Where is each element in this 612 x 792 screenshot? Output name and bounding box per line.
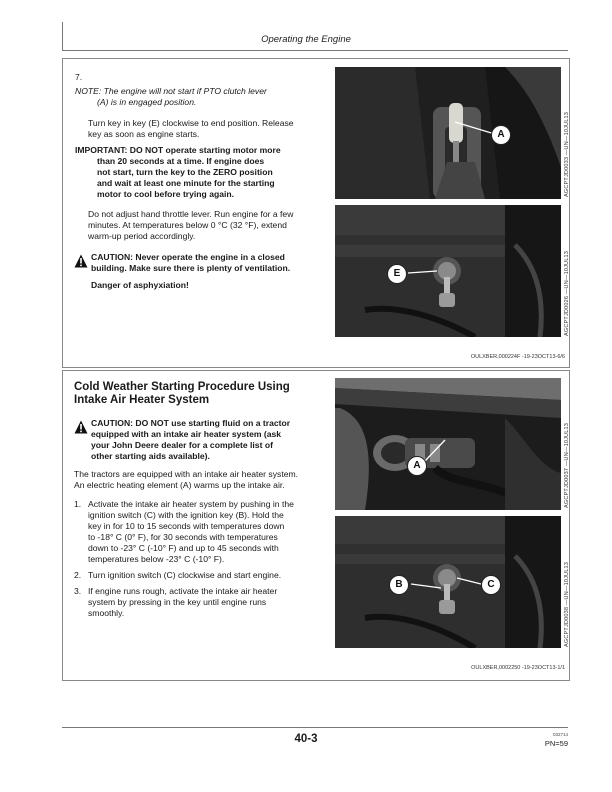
page-header-title: Operating the Engine	[261, 34, 351, 45]
step-1-line-6: temperatures below -23° C (-10° F).	[88, 554, 225, 564]
footer-rule	[62, 727, 568, 728]
photo-ignition-switch-key	[335, 516, 561, 648]
intro-line-2: An electric heating element (A) warms up the intake air.	[74, 480, 285, 490]
important-line-5: motor to cool before trying again.	[97, 189, 235, 199]
important-line-4: and wait at least one minute for the starting	[97, 178, 275, 188]
para2-line-3: warm-up period accordingly.	[88, 231, 196, 241]
para1-line-2: key as soon as engine starts.	[88, 129, 200, 139]
note-label: NOTE:	[75, 86, 102, 96]
intro-line-1: The tractors are equipped with an intake air heater system.	[74, 469, 299, 479]
photo1-code: AGCPTJD0033 —UN—10JUL13	[564, 112, 570, 197]
step-1-line-1: Activate the intake air heater system by pushing in the	[88, 499, 294, 509]
callout-e: E	[387, 264, 407, 284]
step-3-line-2: system by pressing in the key until engine runs	[88, 597, 267, 607]
para2-line-1: Do not adjust hand throttle lever. Run engine for a few	[88, 209, 294, 219]
ignition-key-illustration	[335, 205, 561, 337]
caution-line-1: CAUTION: Never operate the engine in a closed	[91, 252, 285, 262]
step-number: 7.	[75, 72, 83, 82]
caution2-line-3: your John Deere dealer for a complete list of	[91, 440, 273, 450]
ignition-switch-illustration	[335, 516, 561, 648]
section-engine-start	[62, 58, 570, 368]
caution2-line-2: equipped with an intake air heater system (ask	[91, 429, 282, 439]
section2-title-line-1: Cold Weather Starting Procedure Using	[74, 381, 290, 393]
callout-a-heater: A	[407, 456, 427, 476]
important-line-1: IMPORTANT: DO NOT operate starting motor more	[75, 145, 281, 155]
caution2-line-4: other starting aids available).	[91, 451, 210, 461]
step-3-number: 3.	[74, 586, 82, 596]
step-1-line-4: to -18° C (0° F), for 30 seconds with temperatures	[88, 532, 278, 542]
header-rule	[62, 50, 568, 51]
section2-ref: OULXBER,0002250 -19-23OCT13-1/1	[471, 665, 565, 671]
step-3-line-1: If engine runs rough, activate the intake air heater	[88, 586, 278, 596]
page-number: 40-3	[294, 733, 318, 745]
callout-a: A	[491, 125, 511, 145]
photo4-code: AGCPTJD0038 —UN—10JUL13	[564, 562, 570, 647]
photo3-code: AGCPTJD0037 —UN—10JUL13	[564, 423, 570, 508]
step-1-line-2: ignition switch (C) with the ignition key (B). Hold the	[88, 510, 284, 520]
pto-lever-illustration	[335, 67, 561, 199]
caution2-line-1: CAUTION: DO NOT use starting fluid on a tractor	[91, 418, 291, 428]
callout-c: C	[481, 575, 501, 595]
photo2-code: AGCPTJD0026 —UN—10JUL13	[564, 251, 570, 336]
note-line-1	[75, 86, 267, 97]
step-2-number: 2.	[74, 570, 82, 580]
step-2-line-1: Turn ignition switch (C) clockwise and start engine.	[88, 570, 282, 580]
note-line-2: (A) is in engaged position.	[97, 97, 197, 107]
section1-ref: OULXBER,000224F -19-23OCT13-6/6	[470, 354, 565, 360]
section-cold-weather	[62, 370, 570, 681]
note-text-1: The engine will not start if PTO clutch lever	[103, 86, 267, 96]
caution-line-3: Danger of asphyxiation!	[91, 280, 189, 290]
important-line-3: not start, turn the key to the ZERO position	[97, 167, 273, 177]
step-3-line-3: smoothly.	[88, 608, 125, 618]
section2-title-line-2: Intake Air Heater System	[74, 394, 210, 406]
callout-b: B	[389, 575, 409, 595]
important-line-2: than 20 seconds at a time. If engine does	[97, 156, 265, 166]
photo-pto-clutch-lever	[335, 67, 561, 199]
step-1-number: 1.	[74, 499, 82, 509]
step-1-line-5: down to -23° C (-10° F) and up to 45 seconds with	[88, 543, 279, 553]
intake-heater-illustration	[335, 378, 561, 510]
para1-line-1: Turn key in key (E) clockwise to end position. Release	[88, 118, 294, 128]
para2-line-2: minutes. At temperatures below 0 °C (32 °F), extend	[88, 220, 287, 230]
photo-ignition-key	[335, 205, 561, 337]
step-1-line-3: key in for 10 to 15 seconds with temperatures down	[88, 521, 285, 531]
warning-triangle-icon	[74, 420, 88, 434]
caution-line-2: building. Make sure there is plenty of ventilation.	[91, 263, 291, 273]
warning-triangle-icon	[74, 254, 88, 268]
footer-small-code: 032714	[552, 732, 568, 737]
footer-pn: PN=59	[544, 739, 568, 748]
photo-intake-air-heater	[335, 378, 561, 510]
